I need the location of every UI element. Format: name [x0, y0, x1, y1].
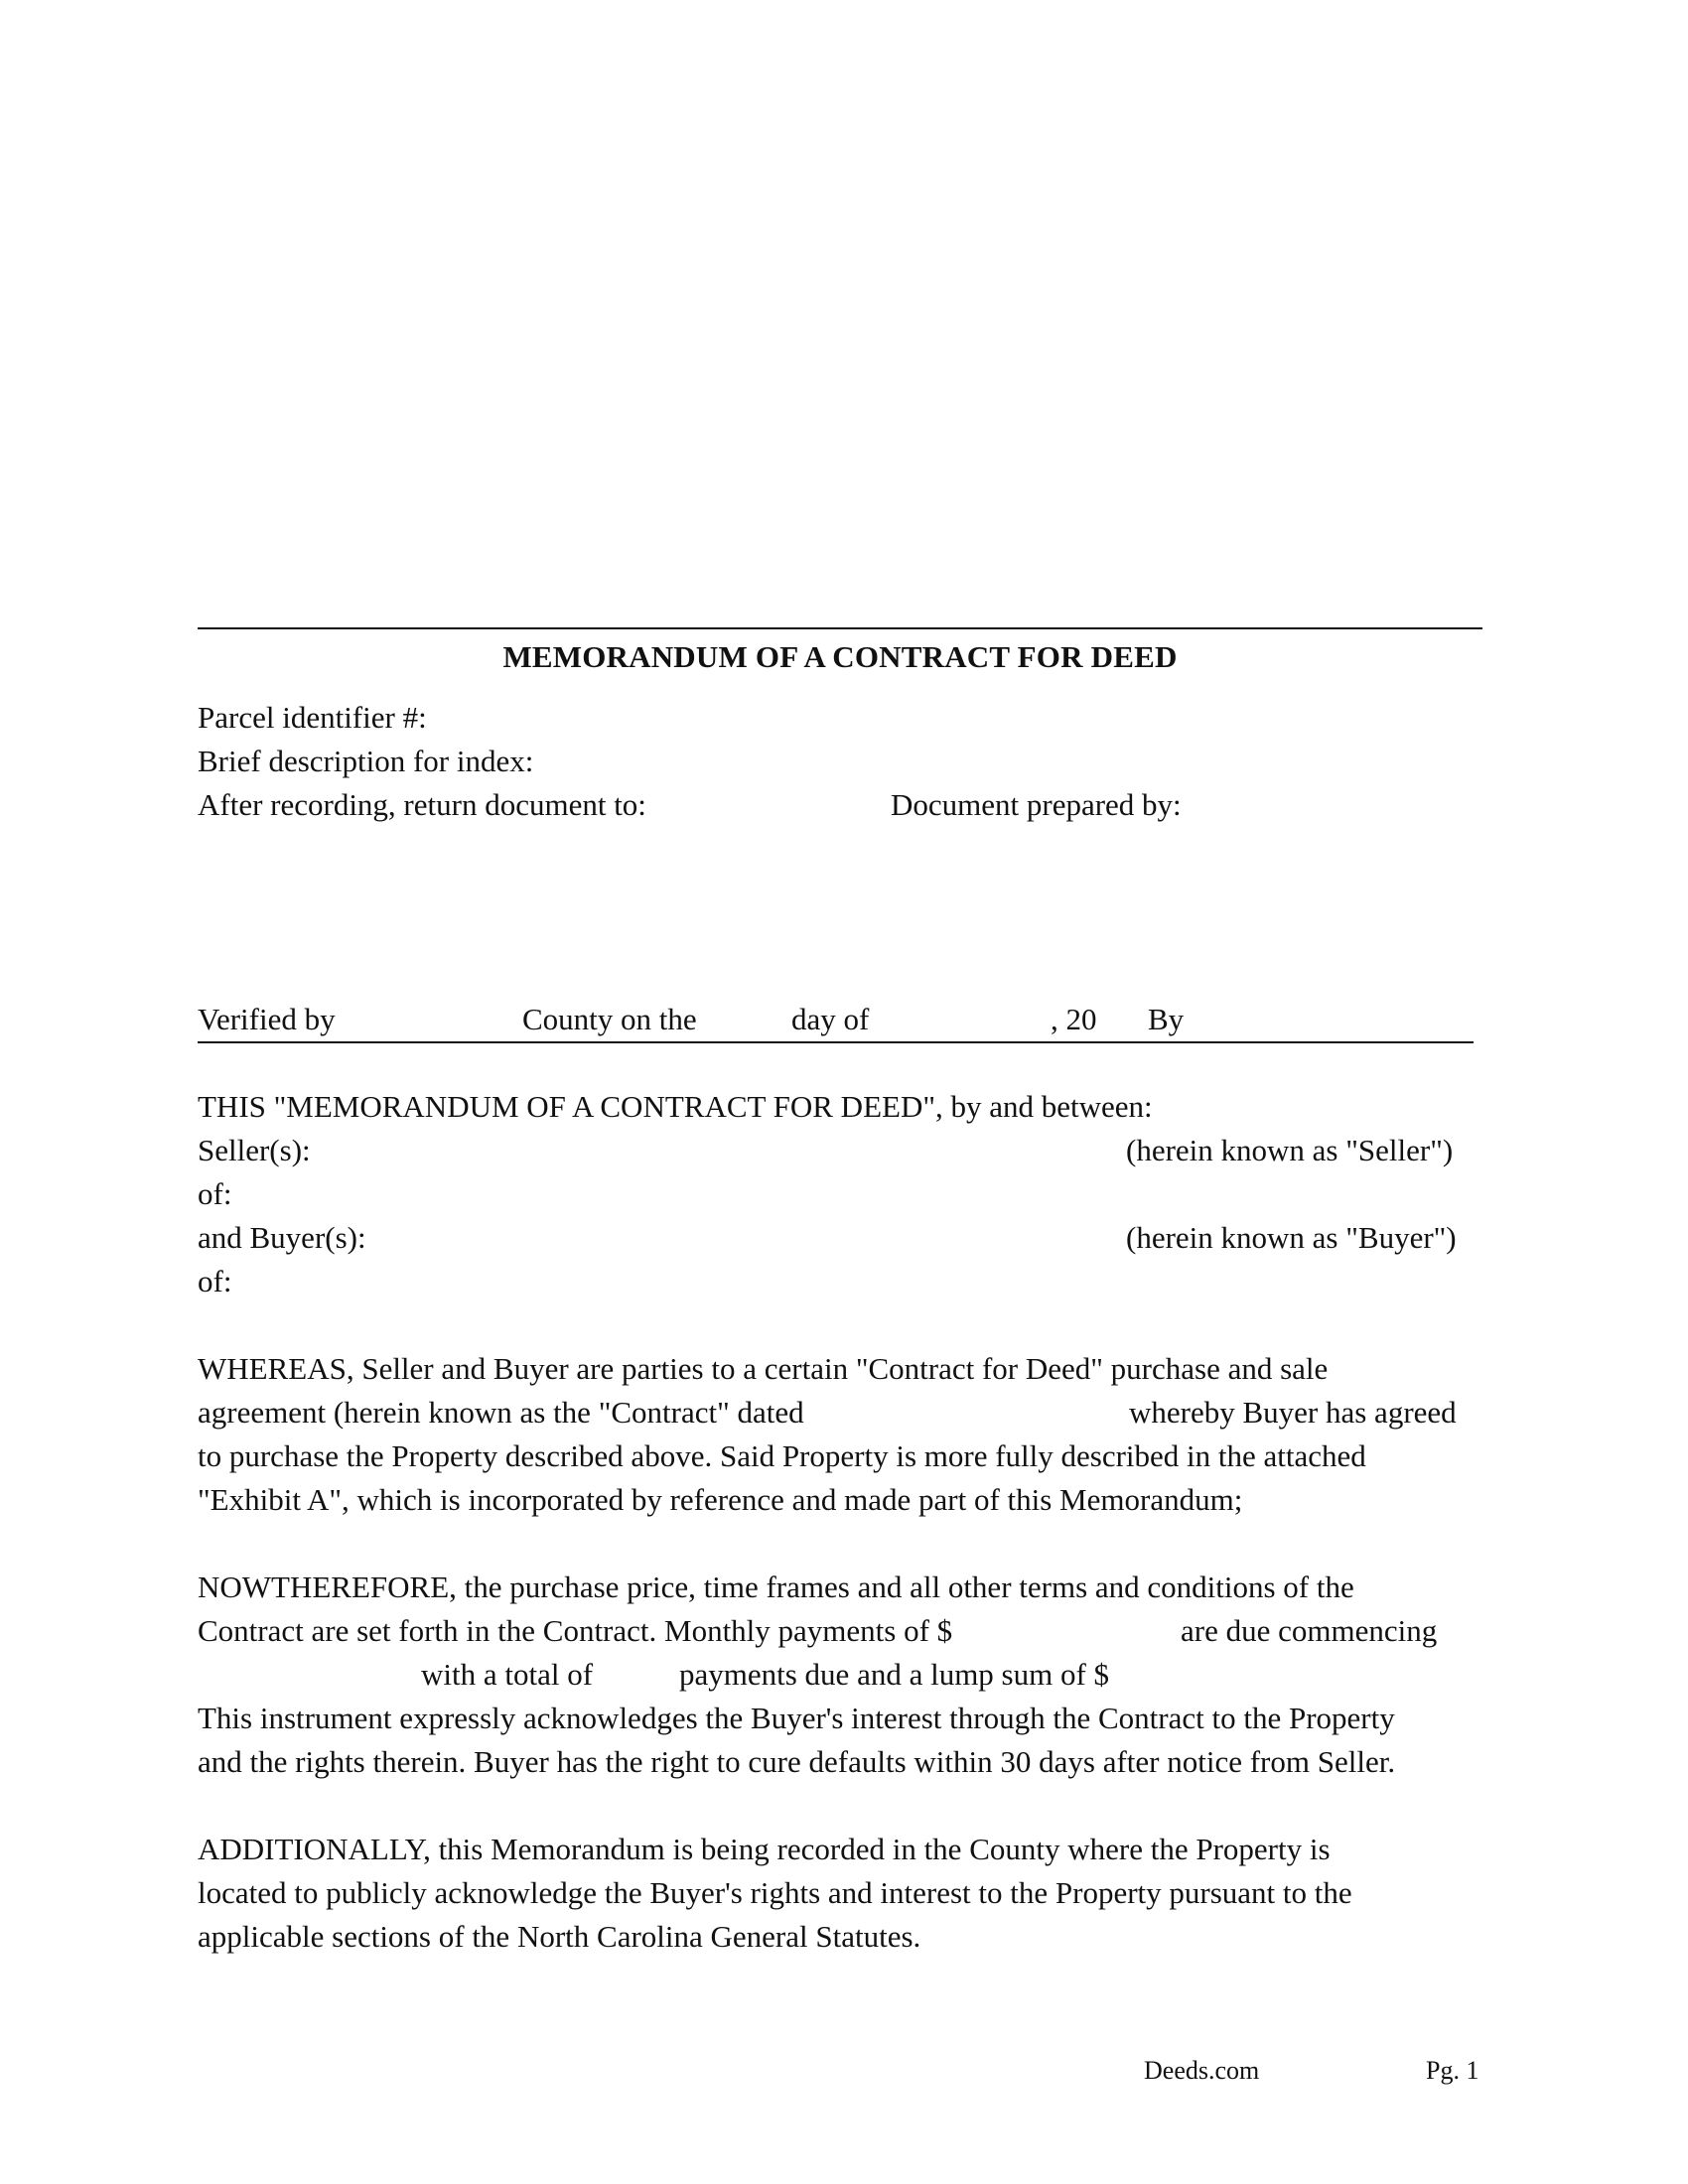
- nowtherefore-line-4: This instrument expressly acknowledges the Buyer's interest through the Contract to the Property: [198, 1701, 1395, 1735]
- day-of-label: day of: [791, 1002, 870, 1036]
- county-on-the-label: County on the: [522, 1002, 697, 1036]
- verified-by-label: Verified by: [198, 1002, 336, 1036]
- nowtherefore-line-3b: payments due and a lump sum of $: [679, 1657, 1110, 1692]
- buyer-label: and Buyer(s):: [198, 1220, 366, 1255]
- year-prefix-label: , 20: [1051, 1002, 1097, 1036]
- parcel-identifier-label: Parcel identifier #:: [198, 700, 427, 735]
- buyer-known-as: (herein known as "Buyer"): [1126, 1220, 1457, 1255]
- footer-page-number: Pg. 1: [1426, 2056, 1479, 2085]
- document-title: MEMORANDUM OF A CONTRACT FOR DEED: [502, 639, 1178, 674]
- whereas-line-2b: whereby Buyer has agreed: [1129, 1395, 1457, 1430]
- seller-label: Seller(s):: [198, 1133, 311, 1167]
- nowtherefore-line-2a: Contract are set forth in the Contract. Monthly payments of $: [198, 1613, 953, 1648]
- whereas-paragraph: [198, 1347, 1484, 1522]
- return-to-label: After recording, return document to:: [198, 787, 646, 822]
- whereas-line-2a: agreement (herein known as the "Contract" dated: [198, 1395, 804, 1430]
- verification-line: [198, 998, 1474, 1043]
- additionally-paragraph: [198, 1828, 1484, 1959]
- nowtherefore-line-1: NOWTHEREFORE, the purchase price, time frames and all other terms and conditions of the: [198, 1570, 1354, 1604]
- whereas-line-3: to purchase the Property described above. Said Property is more fully described in the attached: [198, 1438, 1366, 1473]
- nowtherefore-line-2b: are due commencing: [1181, 1613, 1438, 1648]
- nowtherefore-line-5: and the rights therein. Buyer has the right to cure defaults within 30 days after notice from Seller.: [198, 1744, 1396, 1779]
- prepared-by-label: Document prepared by:: [891, 787, 1182, 822]
- by-label: By: [1148, 1002, 1185, 1036]
- additionally-line-3: applicable sections of the North Carolina General Statutes.: [198, 1919, 921, 1954]
- nowtherefore-line-3a: with a total of: [421, 1657, 594, 1692]
- whereas-line-4: "Exhibit A", which is incorporated by reference and made part of this Memorandum;: [198, 1482, 1243, 1517]
- buyer-of-label: of:: [198, 1264, 232, 1298]
- footer-site: Deeds.com: [1144, 2056, 1260, 2085]
- additionally-line-2: located to publicly acknowledge the Buyer's rights and interest to the Property pursuant to the: [198, 1875, 1352, 1910]
- seller-known-as: (herein known as "Seller"): [1126, 1133, 1454, 1167]
- seller-of-label: of:: [198, 1176, 232, 1211]
- nowtherefore-paragraph: [198, 1566, 1484, 1784]
- parties-intro: THIS "MEMORANDUM OF A CONTRACT FOR DEED", by and between:: [198, 1089, 1153, 1124]
- whereas-line-1: WHEREAS, Seller and Buyer are parties to a certain "Contract for Deed" purchase and sale: [198, 1351, 1329, 1386]
- top-rule: [198, 627, 1482, 629]
- brief-description-label: Brief description for index:: [198, 744, 534, 778]
- additionally-line-1: ADDITIONALLY, this Memorandum is being recorded in the County where the Property is: [198, 1832, 1331, 1866]
